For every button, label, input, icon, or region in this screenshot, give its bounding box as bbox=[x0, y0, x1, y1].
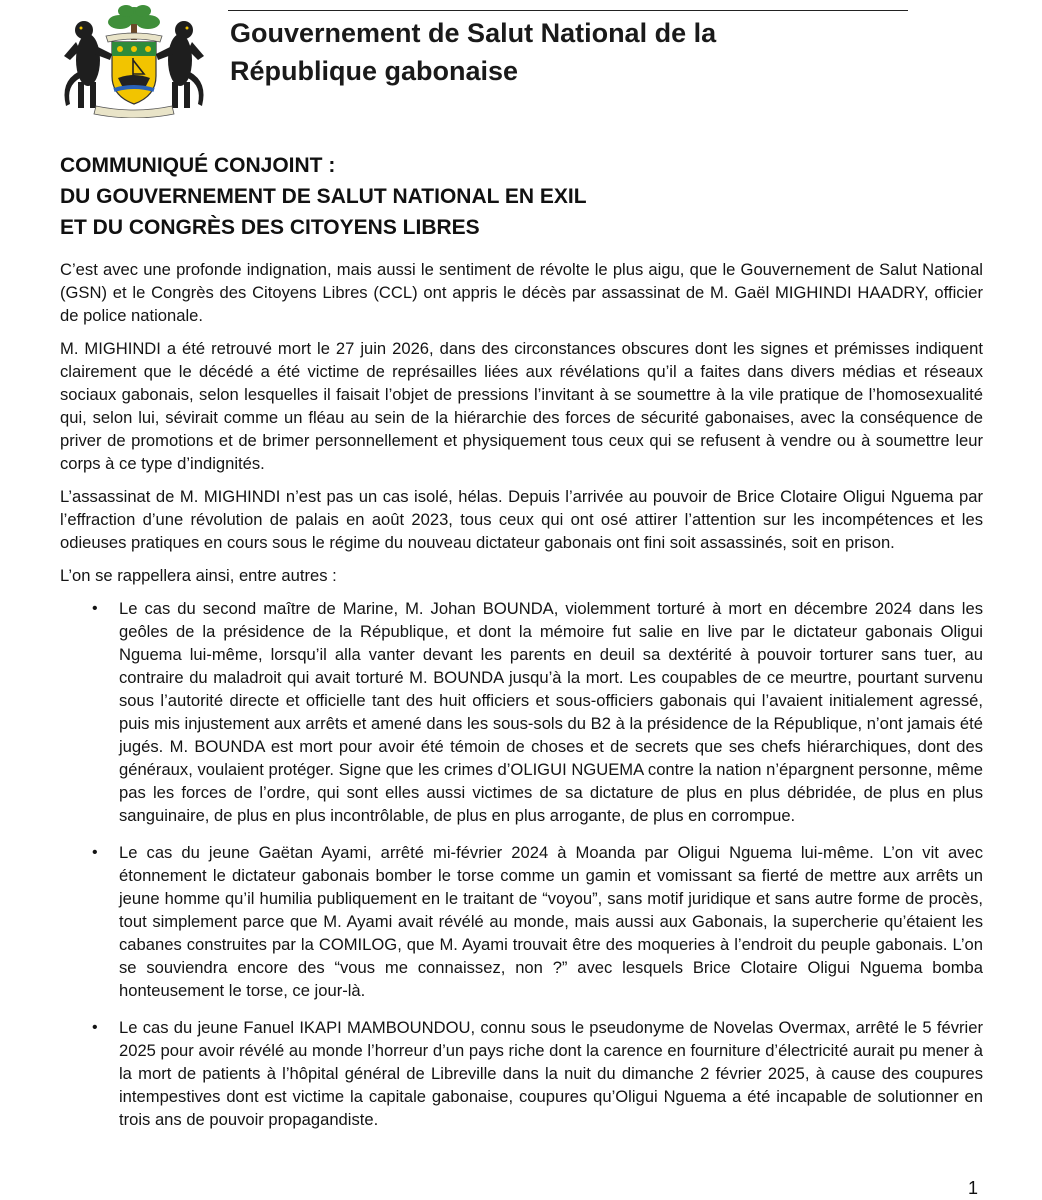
cases-list bbox=[60, 597, 983, 1131]
list-item bbox=[60, 841, 983, 1002]
paragraph-mighindi-death: M. MIGHINDI a été retrouvé mort le 27 juin 2026, dans des circonstances obscures dont les signes et prémisses indiquent clairement que le décédé a été victime de représailles liées aux révélations qu’il a faites dans divers médias et réseaux sociaux gabonais, selon lesquelles il faisait l’objet de pressions l’invitant à se soumettre à la vile pratique de l’homosexualité qui, selon lui, sévirait comme un fléau au sein de la hiérarchie des forces de sécurité gabonaises, avec la conséquence de priver de promotions et de brimer personnellement et physiquement tous ceux qui se refusent à vendre ou à soumettre leur corps à ce type d’indignités. bbox=[60, 339, 983, 473]
list-item bbox=[60, 597, 983, 827]
government-title bbox=[230, 14, 870, 90]
bullet-icon: • bbox=[92, 600, 98, 617]
document-header bbox=[52, 2, 856, 120]
bullet-icon: • bbox=[92, 844, 98, 861]
paragraph-intro: C’est avec une profonde indignation, mais aussi le sentiment de révolte le plus aigu, que le Gouvernement de Salut National (GSN) et le Congrès des Citoyens Libres (CCL) ont appris le décès par assassinat de M. Gaël MIGHINDI HAADRY, officier de police nationale. bbox=[60, 260, 983, 325]
paragraph-not-isolated: L’assassinat de M. MIGHINDI n’est pas un cas isolé, hélas. Depuis l’arrivée au pouvoir de Brice Clotaire Oligui Nguema par l’effraction d’une révolution de palais en août 2023, tous ceux qui ont osé attirer l’attention sur les incompétences et les odieuses pratiques en cours sous le régime du nouveau dictateur gabonais ont fini soit assassinés, soit en prison. bbox=[60, 487, 983, 552]
list-item-text: Le cas du second maître de Marine, M. Johan BOUNDA, violemment torturé à mort en décembre 2024 dans les geôles de la présidence de la République, et dont la mémoire fut salie en live par le dictateur gabonais Oligui Nguema lui-même, lorsqu’il alla vanter devant les parents en deuil sa dextérité à pouvoir torturer sans tuer, au contraire du maladroit qui avait torturé M. BOUNDA jusqu’à la mort. Les coupables de ce meurtre, pourtant survenu sous l’autorité directe et officielle tant des huit officiers et sous-officiers gabonais qui l’avaient initialement agressé, puis mis injustement aux arrêts et amené dans les sous-sols du B2 à la présidence de la République, n’ont jamais été jugés. M. BOUNDA est mort pour avoir été témoin de choses et de secrets que ses chefs hiérarchiques, dont des généraux, voulaient protéger. Signe que les crimes d’OLIGUI NGUEMA contre la nation n’épargnent personne, même pas les forces de l’ordre, qui sont elles aussi victimes de sa dictature de plus en plus débridée, de plus en plus sanguinaire, de plus en plus incontrôlable, de plus en plus arrogante, de plus en corrompue. bbox=[119, 599, 983, 825]
gabon-coat-of-arms-icon bbox=[56, 2, 212, 118]
document-body bbox=[60, 258, 983, 1145]
list-item-text: Le cas du jeune Gaëtan Ayami, arrêté mi-février 2024 à Moanda par Oligui Nguema lui-même. L’on vit avec étonnement le dictateur gabonais bomber le torse comme un gamin et vomissant sa fierté de mettre aux arrêts un jeune homme qu’il humilia publiquement en le traitant de “voyou”, sans motif juridique et sans autre forme de procès, tout simplement parce que M. Ayami avait révélé au monde, mais aussi aux Gabonais, la supercherie qu’étaient les cabanes construites par la COMILOG, que M. Ayami trouvait être des moqueries à l’endroit du peuple gabonais. L’on se souviendra encore des “vous me connaissez, non ?” avec lesquels Brice Clotaire Oligui Nguema bomba honteusement le torse, ce jour-là. bbox=[119, 843, 983, 1000]
communique-title-line-3: ET DU CONGRÈS DES CITOYENS LIBRES bbox=[60, 216, 480, 239]
communique-title-line-1: COMMUNIQUÉ CONJOINT : bbox=[60, 154, 336, 177]
government-title-line-1: Gouvernement de Salut National de la bbox=[230, 18, 717, 48]
communique-title bbox=[60, 150, 960, 243]
list-item-text: Le cas du jeune Fanuel IKAPI MAMBOUNDOU, connu sous le pseudonyme de Novelas Overmax, arrêté le 5 février 2025 pour avoir révélé au monde l’horreur d’un pays riche dont la carence en fourniture d’électricité aurait pu mener à la mort de patients à l’hôpital général de Libreville dans la nuit du dimanche 2 février 2025, à cause des coupures intempestives dont est victime la capitale gabonaise, coupures qu’Oligui Nguema a été incapable de solutionner en trois ans de pouvoir propagandiste. bbox=[119, 1018, 983, 1129]
page-number: 1 bbox=[968, 1178, 979, 1198]
government-title-line-2: République gabonaise bbox=[230, 56, 519, 86]
list-item bbox=[60, 1016, 983, 1131]
bullet-icon: • bbox=[92, 1019, 98, 1036]
header-divider bbox=[228, 10, 908, 11]
communique-title-line-2: DU GOUVERNEMENT DE SALUT NATIONAL EN EXIL bbox=[60, 185, 587, 208]
paragraph-recall: L’on se rappellera ainsi, entre autres : bbox=[60, 566, 337, 585]
